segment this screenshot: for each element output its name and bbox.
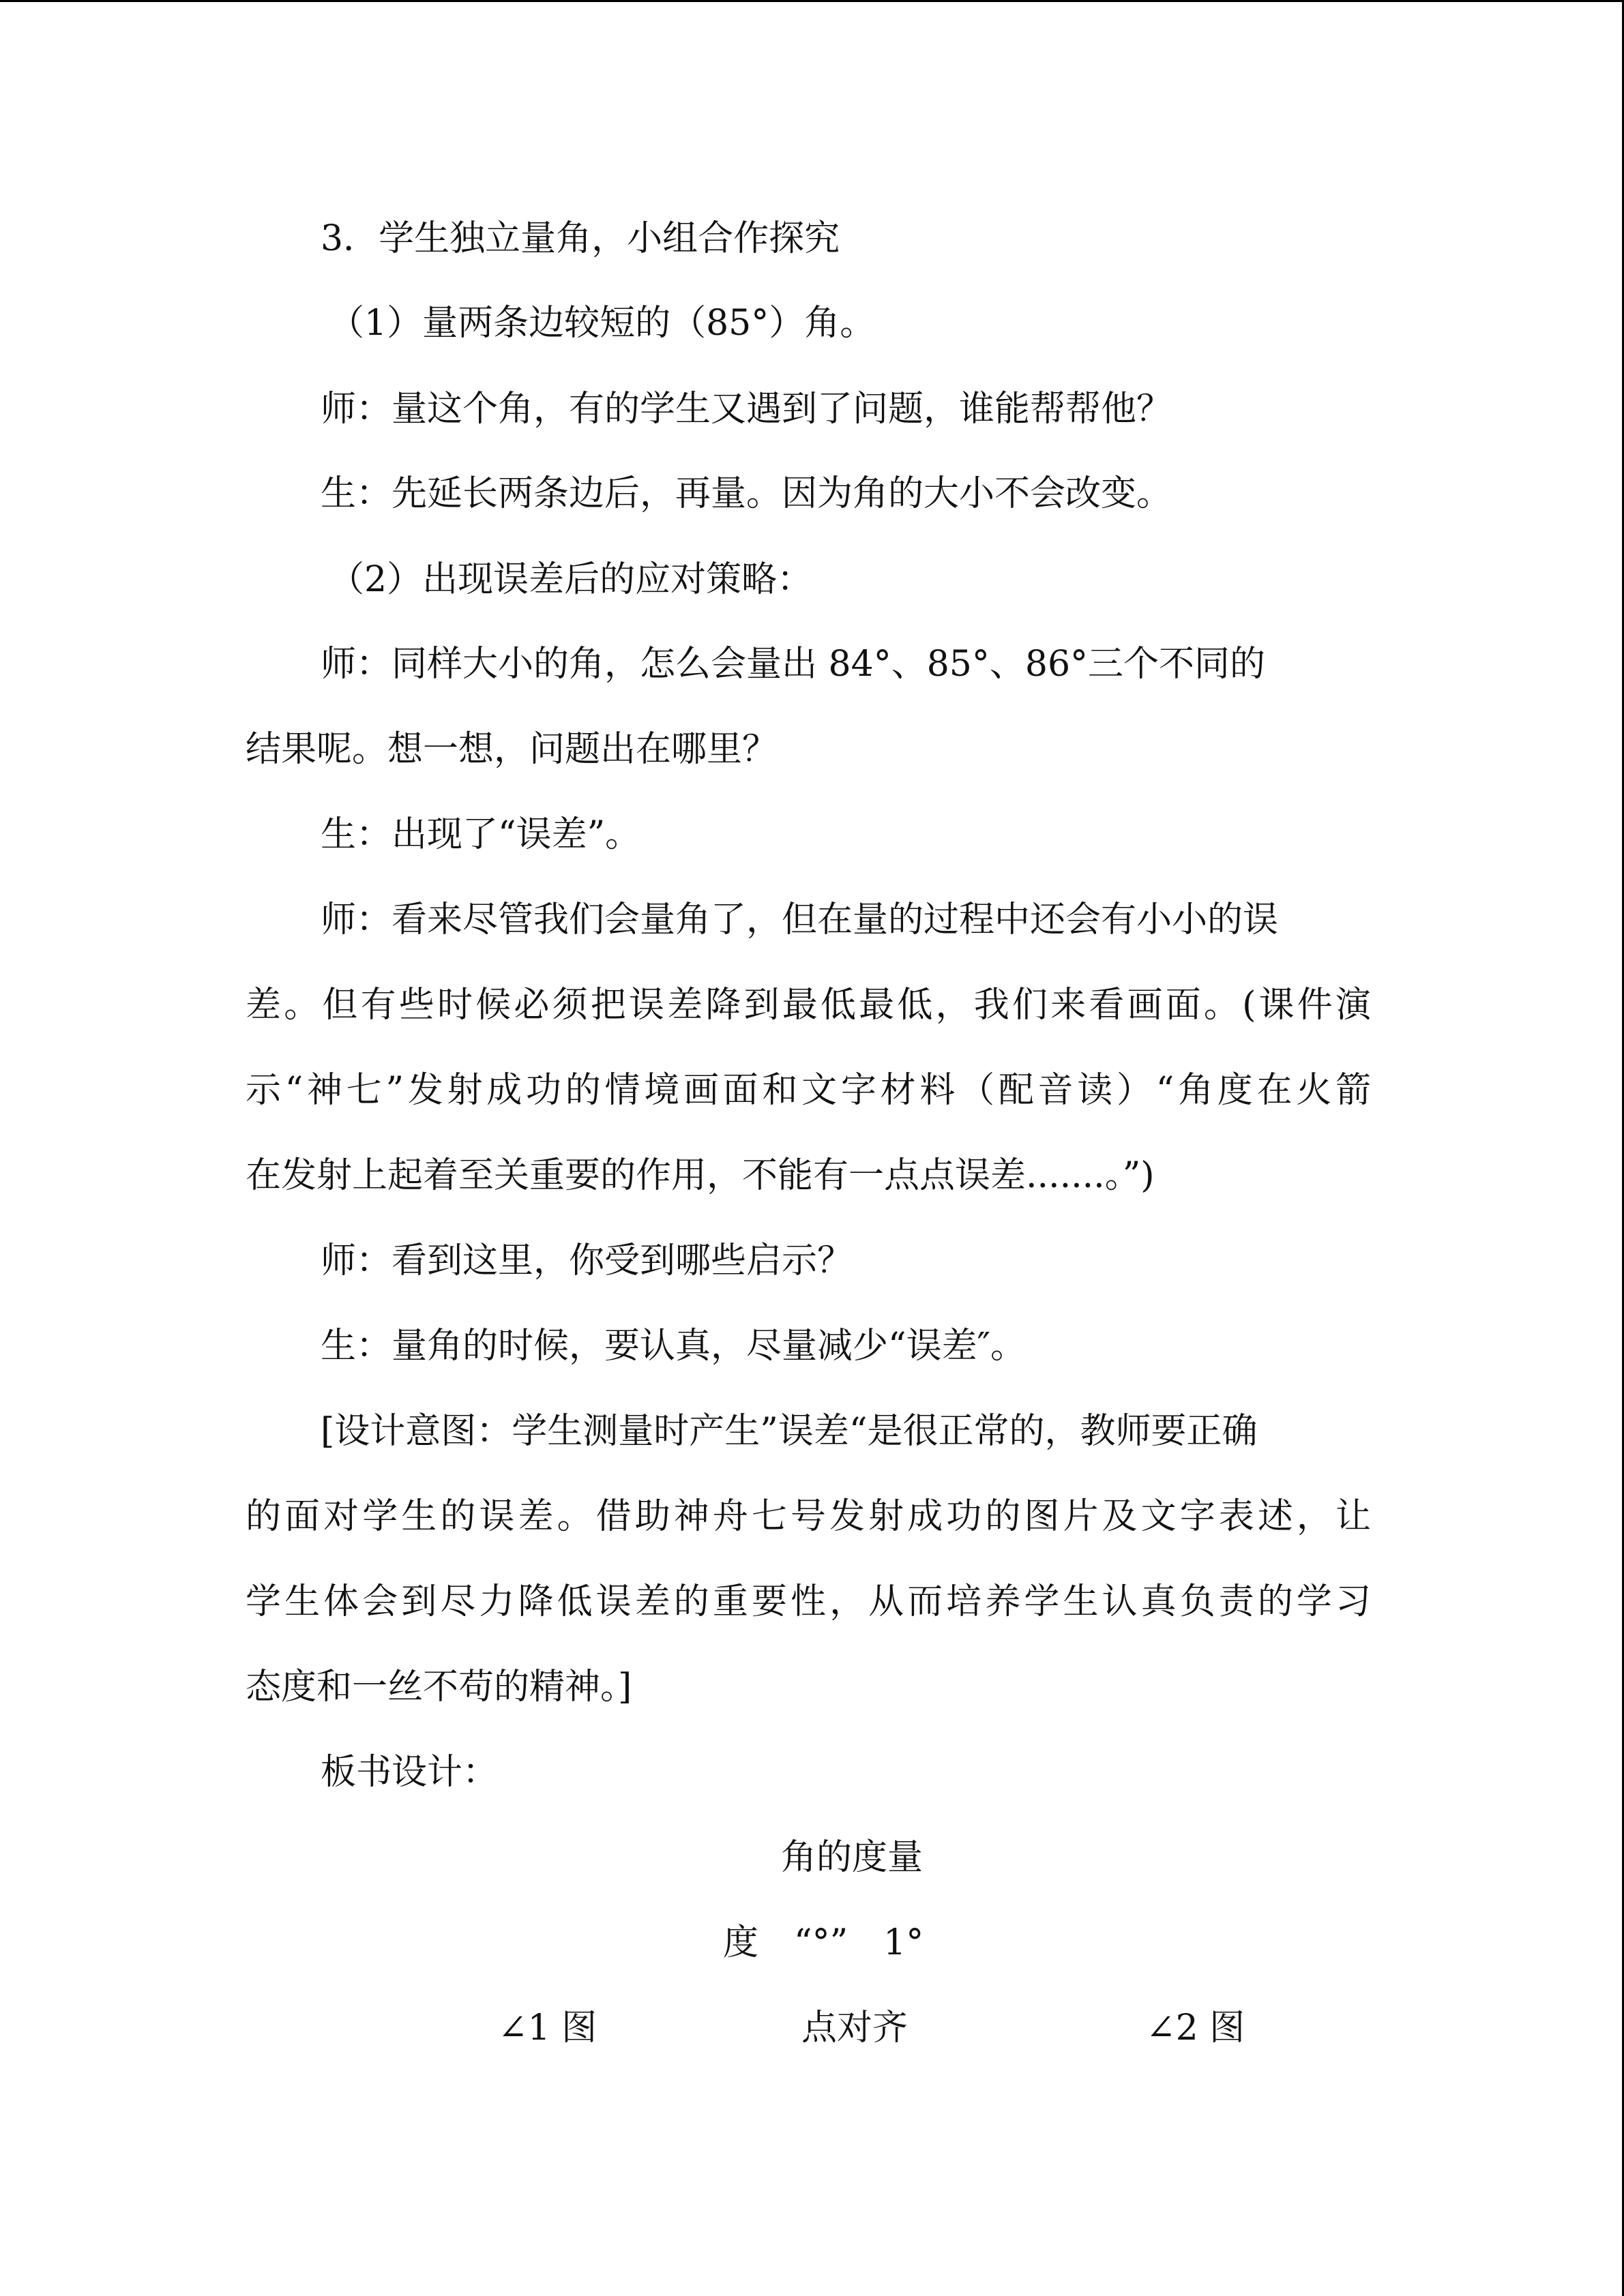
design-intent-line-3: 学生体会到尽力降低误差的重要性，从而培养学生认真负责的学习 (246, 1581, 1371, 1622)
board-title: 角的度量 (781, 1837, 924, 1878)
design-intent-line-1: [设计意图：学生测量时产生”误差“是很正常的，教师要正确 (321, 1411, 1258, 1452)
sub-heading-1: （1）量两条边较短的（85°）角。 (329, 303, 876, 344)
teacher-line-4: 师：看到这里，你受到哪些启示？ (321, 1240, 853, 1281)
teacher-line-3c: 示“神七”发射成功的情境画面和文字材料（配音读）“角度在火箭 (246, 1070, 1371, 1111)
teacher-line-3b: 差。但有些时候必须把误差降到最低最低，我们来看画面。(课件演 (246, 985, 1371, 1026)
teacher-line-2a: 师：同样大小的角，怎么会量出 84°、85°、86°三个不同的 (321, 644, 1266, 685)
student-line-2: 生：出现了“误差”。 (321, 814, 641, 855)
section-heading: 3．学生独立量角，小组合作探究 (321, 218, 840, 259)
teacher-line-3d: 在发射上起着至关重要的作用，不能有一点点误差.......。”) (246, 1155, 1155, 1196)
teacher-line-2b: 结果呢。想一想，问题出在哪里？ (246, 729, 778, 770)
sub-heading-2: （2）出现误差后的应对策略： (329, 559, 813, 600)
board-angle-1: ∠1 图 (498, 2008, 597, 2048)
student-line-1: 生：先延长两条边后，再量。因为角的大小不会改变。 (321, 473, 1172, 514)
board-angle-2: ∠2 图 (1146, 2008, 1245, 2048)
board-row-degree: 度 “°” 1° (723, 1922, 924, 1963)
design-intent-line-4: 态度和一丝不苟的精神。] (246, 1667, 632, 1708)
teacher-line-1: 师：量这个角，有的学生又遇到了问题，谁能帮帮他？ (321, 389, 1172, 430)
board-align-point: 点对齐 (801, 2008, 909, 2048)
teacher-line-3a: 师：看来尽管我们会量角了，但在量的过程中还会有小小的误 (321, 899, 1279, 940)
student-line-3: 生：量角的时候，要认真，尽量减少“误差″。 (321, 1326, 1027, 1367)
design-intent-line-2: 的面对学生的误差。借助神舟七号发射成功的图片及文字表述，让 (246, 1496, 1371, 1537)
board-design-label: 板书设计： (321, 1752, 499, 1793)
page-top-border (0, 0, 1624, 2)
